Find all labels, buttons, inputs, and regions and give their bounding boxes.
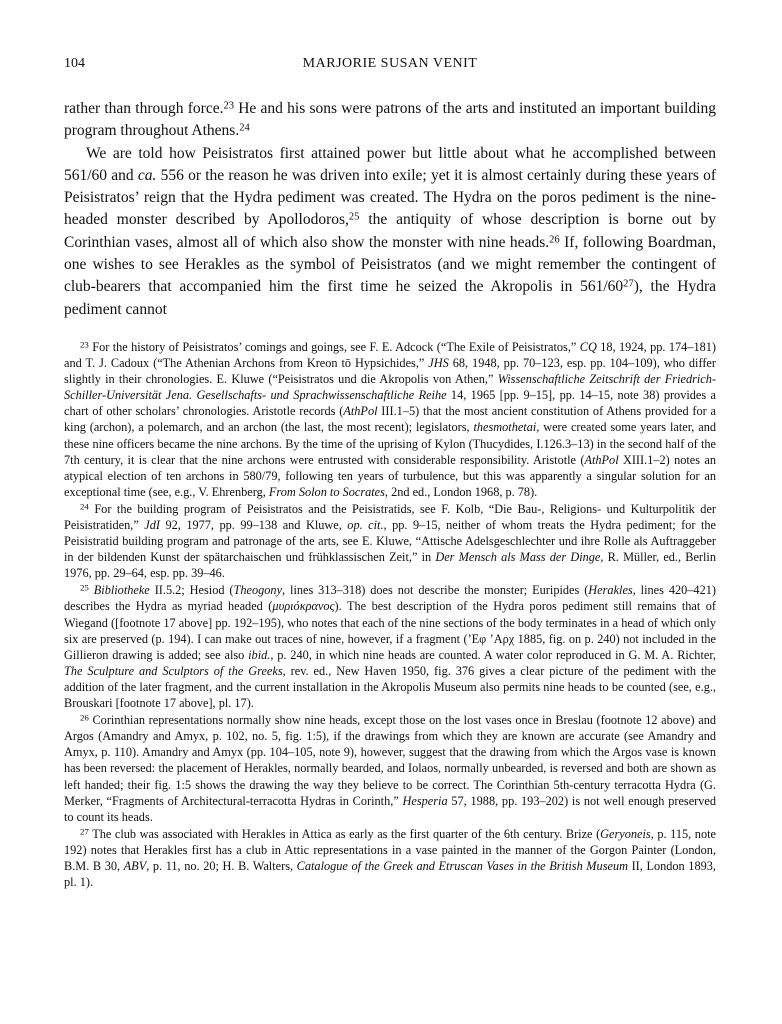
main-text bbox=[64, 98, 716, 321]
footnote-ref[interactable]: 27 bbox=[623, 278, 634, 290]
footnote-ref[interactable]: 26 bbox=[549, 234, 560, 246]
footnote-26: $^{26}$ Corinthian representations normally show nine heads, except those on the lost vases once in Breslau (footnote 12 above) and Argos (Amandry and Amyx, p. 102, no. 5, fig. 1:5), if the drawings from which they are known are accurate (see Amandry and Amyx, p. 110). Amandry and Amyx (pp. 104–105, note 9), however, suggest that the drawing from which the Argos vase is known has been reversed: the placement of Herakles, normally bearded, and Iolaos, normally unbearded, is reversed and both are shown as left handed; their fig. 1:5 shows the drawing the way they believe to be correct. The Corinthian 5th-century terracotta Hydra (G. Merker, “Fragments of Architectural-terracotta Hydras in Corinth,” Hesperia 57, 1988, pp. 193–202) is not well enough preserved to count its heads. bbox=[64, 712, 717, 824]
footnote-number: 23 bbox=[80, 339, 89, 350]
running-head: MARJORIE SUSAN VENIT bbox=[302, 56, 478, 71]
footnote-number: 25 bbox=[80, 582, 89, 593]
footnote-ref[interactable]: 24 bbox=[239, 122, 250, 134]
footnote-23: $^{23}$ For the history of Peisistratos’ comings and goings, see F. E. Adcock (“The Exile of Peisistratos,” CQ 18, 1924, pp. 174–181) and T. J. Cadoux (“The Athenian Archons from Kreon tō Hypsichides,” JHS 68, 1948, pp. 70–123, esp. pp. 104–109), who differ slightly in their chronologies. E. Kluwe (“Peisistratos und die Akropolis von Athen,” Wissenschaftliche Zeitschrift der Friedrich-Schiller-Universität Jena. Gesellschafts- und Sprachwissenschaftliche Reihe 14, 1965 [pp. 9–15], pp. 14–15, note 38) provides a chart of other scholars’ chronologies. Aristotle records (AthPol III.1–5) that the most ancient constitution of Athens provided for a king (archon), a polemarch, and an archon (the last, the most recent); legislators, thesmothetai, were created some years later, and these nine officers became the nine archons. By the time of the uprising of Kylon (Thucydides, I.126.3–13) in the second half of the 7th century, it is clear that the nine archons were entrusted with considerable responsibility. Aristotle (AthPol XIII.1–2) notes an atypical election of ten archons in 580/79, following ten years of turbulence, but this was apparently a singular solution for an exceptional time (see, e.g., V. Ehrenberg, From Solon to Socrates, 2nd ed., London 1968, p. 78). bbox=[64, 339, 717, 499]
page-number: 104 bbox=[64, 56, 85, 71]
footnote-27: $^{27}$ The club was associated with Herakles in Attica as early as the first quarter of the 6th century. Brize (Geryoneis, p. 115, note 192) notes that Herakles first has a club in Attic representations in a vase painted in the manner of the Gorgon Painter (London, B.M. B 30, ABV, p. 11, no. 20; H. B. Walters, Catalogue of the Greek and Etruscan Vases in the British Museum II, London 1893, pl. 1). bbox=[64, 826, 716, 890]
footnote-ref[interactable]: 25 bbox=[348, 211, 360, 223]
footnote-ref[interactable]: 23 bbox=[223, 100, 234, 112]
footnote-25: $^{25}$ Bibliotheke II.5.2; Hesiod (Theogony, lines 313–318) does not describe the monster; Euripides (Herakles, lines 420–421) describes the Hydra as myriad headed (μυριόκρανος). The best description of the Hydra poros pediment still remains that of Wiegand ([footnote 17 above] pp. 192–195), who notes that each of the nine sections of the body terminates in a head of which only six are preserved (p. 194). I can make out traces of nine, however, if a fragment (’Εφ ’Αρχ 1885, fig. on p. 240) not included in the Gillieron drawing is added; see also ibid., p. 240, in which nine heads are counted. A water color reproduced in G. M. A. Richter, The Sculpture and Sculptors of the Greeks, rev. ed., New Haven 1950, fig. 376 gives a clear picture of the pediment with the addition of the later fragment, and the current installation in the Akropolis Museum also permits nine heads to be counted (see, e.g., Brouskari [footnote 17 above], pl. 17). bbox=[64, 582, 716, 711]
footnotes bbox=[64, 339, 716, 890]
footnote-number: 27 bbox=[80, 826, 89, 837]
document-page bbox=[64, 56, 716, 891]
footnote-number: 26 bbox=[80, 712, 89, 723]
page-header bbox=[64, 56, 716, 78]
paragraph: rather than through force.$^{23}$ He and his sons were patrons of the arts and instituted an important building program throughout Athens.$^{24}$ bbox=[64, 100, 716, 140]
paragraph: We are told how Peisistratos first attained power but little about what he accomplished between 561/60 and ca. 556 or the reason he was driven into exile; yet it is almost certainly during these years of Peisistratos’ reign that the Hydra pediment was created. The Hydra on the poros pediment is the nine-headed monster described by Apollodoros,$^{25}$ the antiquity of whose description is borne out by Corinthian vases, almost all of which also show the monster with nine heads.$^{26}$ If, following Boardman, one wishes to see Herakles as the symbol of Peisistratos (and we might remember the contingent of club-bearers that accompanied him the first time he seized the Akropolis in $561/60^{27}$), the Hydra pediment cannot bbox=[64, 144, 717, 318]
footnote-24: $^{24}$ For the building program of Peisistratos and the Peisistratids, see F. Kolb, “Die Bau-, Religions- und Kulturpolitik der Peisistratiden,” JdI 92, 1977, pp. 99–138 and Kluwe, op. cit., pp. 9–15, neither of whom treats the Hydra pediment; for the Peisistratid building program and patronage of the arts, see E. Kluwe, “Attische Adelsgeschlechter und ihre Rolle als Auftraggeber in der bildenden Kunst der spätarchaischen und frühklassischen Zeit,” in Der Mensch als Mass der Dinge, R. Müller, ed., Berlin 1976, pp. 29–64, esp. pp. 39–46. bbox=[64, 501, 717, 581]
footnote-number: 24 bbox=[80, 501, 89, 512]
